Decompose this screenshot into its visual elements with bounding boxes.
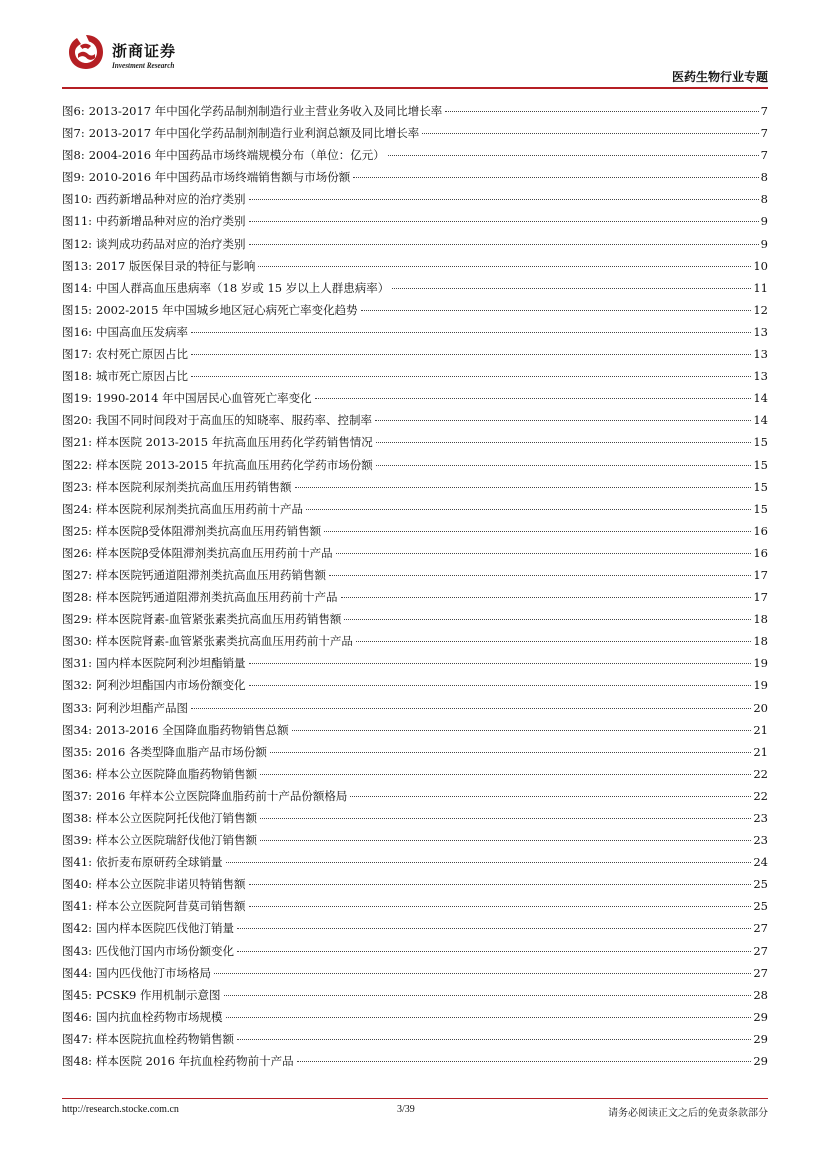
toc-figure-label: 图 <box>62 280 74 295</box>
toc-page-number: 7 <box>760 148 768 163</box>
toc-dot-leader <box>341 597 752 598</box>
toc-figure-number: 30: <box>73 634 93 649</box>
toc-dot-leader <box>191 354 751 355</box>
toc-figure-number: 17: <box>73 347 93 362</box>
toc-entry[interactable] <box>62 1050 768 1072</box>
toc-figure-label: 图 <box>62 369 74 384</box>
toc-figure-number: 46: <box>73 1009 93 1024</box>
toc-page-number: 9 <box>760 236 768 251</box>
toc-entry[interactable] <box>62 1028 768 1050</box>
toc-dot-leader <box>224 995 752 996</box>
toc-dot-leader <box>376 465 752 466</box>
toc-dot-leader <box>295 487 752 488</box>
toc-entry[interactable] <box>62 829 768 851</box>
toc-figure-number: 15: <box>73 302 93 317</box>
toc-figure-number: 19: <box>73 391 93 406</box>
toc-dot-leader <box>445 111 758 112</box>
toc-entry[interactable] <box>62 807 768 829</box>
toc-figure-label: 图 <box>62 324 74 339</box>
toc-figure-label: 图 <box>62 302 74 317</box>
toc-figure-number: 12: <box>73 236 93 251</box>
toc-dot-leader <box>292 730 752 731</box>
toc-dot-leader <box>191 708 751 709</box>
toc-dot-leader <box>361 310 752 311</box>
toc-figure-number: 31: <box>73 656 93 671</box>
toc-figure-title: 阿利沙坦酯国内市场份额变化 <box>96 678 246 693</box>
toc-dot-leader <box>260 774 751 775</box>
toc-figure-number: 21: <box>73 435 93 450</box>
header-divider <box>62 87 768 89</box>
page-footer <box>62 1104 768 1120</box>
toc-figure-number: 47: <box>73 1031 93 1046</box>
toc-figure-number: 24: <box>73 501 93 516</box>
toc-page-number: 10 <box>753 258 768 273</box>
toc-figure-label: 图 <box>62 567 74 582</box>
toc-entry[interactable] <box>62 1006 768 1028</box>
toc-figure-title: PCSK9 作用机制示意图 <box>96 987 221 1002</box>
toc-figure-title: 样本公立医院非诺贝特销售额 <box>96 877 246 892</box>
toc-page-number: 27 <box>753 965 768 980</box>
toc-figure-label: 图 <box>62 634 74 649</box>
toc-entry[interactable] <box>62 586 768 608</box>
toc-dot-leader <box>249 685 752 686</box>
toc-figure-label: 图 <box>62 479 74 494</box>
toc-entry[interactable] <box>62 321 768 343</box>
toc-page-number: 13 <box>753 369 768 384</box>
toc-figure-number: 10: <box>73 192 93 207</box>
toc-entry[interactable] <box>62 873 768 895</box>
toc-entry[interactable] <box>62 144 768 166</box>
toc-figure-label: 图 <box>62 192 74 207</box>
toc-entry[interactable] <box>62 233 768 255</box>
toc-figure-label: 图 <box>62 170 74 185</box>
toc-figure-title: 2002-2015 年中国城乡地区冠心病死亡率变化趋势 <box>96 302 358 317</box>
toc-page-number: 23 <box>753 811 768 825</box>
toc-figure-title: 2016 年样本公立医院降血脂药前十产品份额格局 <box>96 788 348 803</box>
toc-figure-title: 2017 版医保目录的特征与影响 <box>96 258 256 273</box>
toc-figure-title: 中国高血压发病率 <box>96 324 189 339</box>
toc-dot-leader <box>191 376 751 377</box>
toc-page-number: 8 <box>760 192 768 207</box>
toc-dot-leader <box>249 244 759 245</box>
toc-figure-label: 图 <box>62 788 74 803</box>
toc-figure-label: 图 <box>62 435 74 450</box>
footer-url-link[interactable]: http://research.stocke.com.cn <box>62 1104 179 1115</box>
toc-entry[interactable] <box>62 895 768 917</box>
toc-dot-leader <box>388 155 759 156</box>
toc-figure-title: 2013-2017 年中国化学药品制剂制造行业主营业务收入及同比增长率 <box>88 104 443 118</box>
toc-figure-title: 我国不同时间段对于高血压的知晓率、服药率、控制率 <box>96 413 373 428</box>
toc-figure-title: 匹伐他汀国内市场份额变化 <box>96 943 235 958</box>
toc-figure-label: 图 <box>62 833 74 848</box>
figure-index <box>62 100 768 1072</box>
toc-figure-number: 40: <box>73 877 93 892</box>
toc-figure-label: 图 <box>62 413 74 428</box>
company-tagline: Investment Research <box>112 60 175 70</box>
company-logo-icon <box>66 32 106 72</box>
toc-figure-number: 26: <box>73 545 93 560</box>
toc-dot-leader <box>249 221 759 222</box>
toc-page-number: 28 <box>753 987 768 1002</box>
toc-page-number: 11 <box>753 280 768 295</box>
company-name: 浙商证券 <box>112 42 177 60</box>
footer-divider <box>62 1098 768 1099</box>
toc-page-number: 17 <box>753 590 768 605</box>
toc-dot-leader <box>249 663 752 664</box>
toc-figure-number: 8: <box>73 148 85 163</box>
toc-page-number: 27 <box>753 921 768 936</box>
toc-entry[interactable] <box>62 719 768 741</box>
toc-dot-leader <box>376 442 752 443</box>
toc-entry[interactable] <box>62 674 768 696</box>
toc-entry[interactable] <box>62 277 768 299</box>
toc-figure-title: 样本医院抗血栓药物销售额 <box>96 1031 235 1046</box>
toc-figure-label: 图 <box>62 678 74 693</box>
toc-figure-title: 中国人群高血压患病率（18 岁或 15 岁以上人群患病率） <box>96 280 390 295</box>
toc-page-number: 15 <box>753 435 768 450</box>
toc-figure-number: 29: <box>73 612 93 627</box>
toc-figure-number: 14: <box>73 280 93 295</box>
toc-dot-leader <box>306 509 751 510</box>
toc-figure-title: 样本医院 2013-2015 年抗高血压用药化学药市场份额 <box>96 457 373 472</box>
toc-figure-number: 44: <box>73 965 93 980</box>
toc-dot-leader <box>249 199 759 200</box>
toc-dot-leader <box>226 1017 752 1018</box>
toc-figure-title: 依折麦布原研药全球销量 <box>96 855 223 870</box>
toc-figure-label: 图 <box>62 126 74 141</box>
toc-figure-label: 图 <box>62 590 74 605</box>
toc-entry[interactable] <box>62 741 768 763</box>
toc-figure-label: 图 <box>62 943 74 958</box>
page-header <box>62 30 768 90</box>
toc-figure-title: 样本医院 2013-2015 年抗高血压用药化学药销售情况 <box>96 435 373 450</box>
toc-figure-number: 34: <box>73 722 93 737</box>
toc-entry[interactable] <box>62 498 768 520</box>
toc-dot-leader <box>237 951 751 952</box>
toc-figure-title: 农村死亡原因占比 <box>96 347 189 362</box>
toc-page-number: 27 <box>753 943 768 958</box>
toc-entry[interactable] <box>62 299 768 321</box>
toc-figure-title: 样本医院 2016 年抗血栓药物前十产品 <box>96 1054 294 1069</box>
toc-entry[interactable] <box>62 542 768 564</box>
toc-entry[interactable] <box>62 785 768 807</box>
toc-dot-leader <box>260 840 751 841</box>
toc-dot-leader <box>258 266 751 267</box>
toc-figure-number: 22: <box>73 457 93 472</box>
toc-entry[interactable] <box>62 962 768 984</box>
toc-figure-label: 图 <box>62 921 74 936</box>
toc-figure-label: 图 <box>62 104 74 118</box>
toc-dot-leader <box>350 796 751 797</box>
toc-dot-leader <box>336 553 752 554</box>
toc-page-number: 9 <box>760 214 768 229</box>
toc-entry[interactable] <box>62 387 768 409</box>
toc-dot-leader <box>392 288 751 289</box>
toc-page-number: 17 <box>753 567 768 582</box>
toc-figure-label: 图 <box>62 148 74 163</box>
toc-figure-title: 样本医院钙通道阻滞剂类抗高血压用药销售额 <box>96 567 327 582</box>
toc-dot-leader <box>237 1039 751 1040</box>
toc-figure-label: 图 <box>62 501 74 516</box>
toc-figure-title: 阿利沙坦酯产品图 <box>96 700 189 715</box>
toc-page-number: 21 <box>753 744 768 759</box>
toc-figure-title: 样本医院利尿剂类抗高血压用药前十产品 <box>96 501 304 516</box>
toc-dot-leader <box>226 862 752 863</box>
toc-figure-title: 国内样本医院匹伐他汀销量 <box>96 921 235 936</box>
toc-dot-leader <box>260 818 751 819</box>
toc-figure-number: 48: <box>73 1054 93 1069</box>
toc-figure-title: 样本医院钙通道阻滞剂类抗高血压用药前十产品 <box>96 590 338 605</box>
toc-dot-leader <box>191 332 751 333</box>
toc-figure-number: 32: <box>73 678 93 693</box>
toc-entry[interactable] <box>62 431 768 453</box>
toc-figure-title: 2010-2016 年中国药品市场终端销售额与市场份额 <box>88 170 351 185</box>
toc-figure-number: 33: <box>73 700 93 715</box>
toc-dot-leader <box>344 619 751 620</box>
toc-entry[interactable] <box>62 608 768 630</box>
toc-entry[interactable] <box>62 409 768 431</box>
toc-figure-title: 2016 各类型降血脂产品市场份额 <box>96 744 267 759</box>
toc-dot-leader <box>422 133 758 134</box>
toc-entry[interactable] <box>62 851 768 873</box>
toc-figure-number: 23: <box>73 479 93 494</box>
toc-page-number: 29 <box>753 1031 768 1046</box>
toc-entry[interactable] <box>62 476 768 498</box>
toc-figure-title: 样本公立医院降血脂药物销售额 <box>96 766 258 781</box>
toc-dot-leader <box>329 575 751 576</box>
toc-figure-label: 图 <box>62 1009 74 1024</box>
toc-page-number: 23 <box>753 833 768 848</box>
toc-entry[interactable] <box>62 763 768 785</box>
toc-figure-number: 41: <box>73 899 93 914</box>
toc-figure-label: 图 <box>62 811 74 825</box>
toc-page-number: 24 <box>753 855 768 870</box>
toc-figure-number: 37: <box>73 788 93 803</box>
toc-figure-number: 42: <box>73 921 93 936</box>
toc-figure-number: 28: <box>73 590 93 605</box>
toc-figure-title: 国内匹伐他汀市场格局 <box>96 965 212 980</box>
toc-page-number: 14 <box>753 413 768 428</box>
toc-figure-number: 7: <box>73 126 85 141</box>
toc-page-number: 29 <box>753 1054 768 1069</box>
toc-entry[interactable] <box>62 564 768 586</box>
toc-figure-label: 图 <box>62 1031 74 1046</box>
toc-figure-label: 图 <box>62 214 74 229</box>
toc-figure-number: 45: <box>73 987 93 1002</box>
toc-page-number: 20 <box>753 700 768 715</box>
disclaimer-text: 请务必阅读正文之后的免责条款部分 <box>608 1108 768 1119</box>
toc-figure-number: 13: <box>73 258 93 273</box>
toc-dot-leader <box>214 973 751 974</box>
toc-entry[interactable] <box>62 100 768 122</box>
toc-entry[interactable] <box>62 940 768 962</box>
toc-entry[interactable] <box>62 122 768 144</box>
toc-entry[interactable] <box>62 365 768 387</box>
toc-entry[interactable] <box>62 166 768 188</box>
toc-entry[interactable] <box>62 917 768 939</box>
toc-entry[interactable] <box>62 343 768 365</box>
toc-figure-number: 18: <box>73 369 93 384</box>
toc-figure-label: 图 <box>62 700 74 715</box>
toc-figure-title: 样本公立医院瑞舒伐他汀销售额 <box>96 833 258 848</box>
toc-figure-number: 38: <box>73 811 93 825</box>
toc-figure-title: 2013-2016 全国降血脂药物销售总额 <box>96 722 289 737</box>
toc-figure-number: 11: <box>73 214 93 229</box>
toc-figure-title: 样本医院β受体阻滞剂类抗高血压用药前十产品 <box>96 545 333 560</box>
toc-figure-label: 图 <box>62 523 74 538</box>
toc-figure-label: 图 <box>62 766 74 781</box>
toc-figure-number: 27: <box>73 567 93 582</box>
toc-entry[interactable] <box>62 652 768 674</box>
toc-dot-leader <box>249 884 752 885</box>
page-number: 3/39 <box>397 1104 415 1115</box>
toc-page-number: 15 <box>753 479 768 494</box>
toc-figure-number: 36: <box>73 766 93 781</box>
toc-page-number: 12 <box>753 302 768 317</box>
toc-page-number: 13 <box>753 347 768 362</box>
toc-figure-label: 图 <box>62 258 74 273</box>
toc-page-number: 19 <box>753 678 768 693</box>
toc-entry[interactable] <box>62 454 768 476</box>
toc-figure-label: 图 <box>62 545 74 560</box>
toc-page-number: 21 <box>753 722 768 737</box>
toc-page-number: 22 <box>753 766 768 781</box>
toc-entry[interactable] <box>62 984 768 1006</box>
toc-page-number: 25 <box>753 877 768 892</box>
toc-figure-label: 图 <box>62 656 74 671</box>
toc-figure-number: 9: <box>73 170 85 185</box>
toc-entry[interactable] <box>62 630 768 652</box>
toc-figure-label: 图 <box>62 855 74 870</box>
toc-figure-title: 1990-2014 年中国居民心血管死亡率变化 <box>96 391 312 406</box>
toc-figure-title: 城市死亡原因占比 <box>96 369 189 384</box>
toc-dot-leader <box>356 641 751 642</box>
toc-figure-label: 图 <box>62 744 74 759</box>
toc-entry[interactable] <box>62 210 768 232</box>
toc-figure-title: 2013-2017 年中国化学药品制剂制造行业利润总额及同比增长率 <box>88 126 420 141</box>
toc-figure-label: 图 <box>62 877 74 892</box>
toc-entry[interactable] <box>62 520 768 542</box>
toc-entry[interactable] <box>62 697 768 719</box>
toc-page-number: 16 <box>753 545 768 560</box>
toc-figure-title: 样本医院利尿剂类抗高血压用药销售额 <box>96 479 292 494</box>
toc-page-number: 16 <box>753 523 768 538</box>
toc-page-number: 7 <box>760 104 768 118</box>
toc-page-number: 14 <box>753 391 768 406</box>
toc-dot-leader <box>375 420 751 421</box>
toc-page-number: 18 <box>753 612 768 627</box>
toc-figure-number: 6: <box>73 104 85 118</box>
toc-figure-number: 41: <box>73 855 93 870</box>
toc-dot-leader <box>237 928 751 929</box>
toc-figure-title: 样本医院肾素-血管紧张素类抗高血压用药前十产品 <box>96 634 353 649</box>
toc-figure-label: 图 <box>62 391 74 406</box>
toc-page-number: 19 <box>753 656 768 671</box>
toc-dot-leader <box>353 177 758 178</box>
toc-figure-label: 图 <box>62 965 74 980</box>
toc-dot-leader <box>324 531 751 532</box>
toc-figure-title: 样本公立医院阿昔莫司销售额 <box>96 899 246 914</box>
toc-figure-label: 图 <box>62 987 74 1002</box>
toc-figure-title: 样本医院肾素-血管紧张素类抗高血压用药销售额 <box>96 612 342 627</box>
toc-page-number: 13 <box>753 324 768 339</box>
toc-dot-leader <box>249 906 752 907</box>
toc-page-number: 25 <box>753 899 768 914</box>
toc-dot-leader <box>315 398 752 399</box>
toc-figure-title: 中药新增品种对应的治疗类别 <box>96 214 246 229</box>
toc-figure-number: 35: <box>73 744 93 759</box>
toc-figure-label: 图 <box>62 722 74 737</box>
toc-dot-leader <box>297 1061 752 1062</box>
toc-figure-title: 国内样本医院阿利沙坦酯销量 <box>96 656 246 671</box>
toc-page-number: 15 <box>753 501 768 516</box>
toc-page-number: 29 <box>753 1009 768 1024</box>
toc-figure-label: 图 <box>62 457 74 472</box>
toc-figure-label: 图 <box>62 347 74 362</box>
toc-figure-label: 图 <box>62 1054 74 1069</box>
toc-entry[interactable] <box>62 255 768 277</box>
toc-figure-label: 图 <box>62 236 74 251</box>
toc-figure-title: 国内抗血栓药物市场规模 <box>96 1009 223 1024</box>
toc-figure-title: 样本公立医院阿托伐他汀销售额 <box>96 811 258 825</box>
toc-figure-label: 图 <box>62 612 74 627</box>
report-type: 医药生物行业专题 <box>671 70 768 84</box>
toc-figure-title: 样本医院β受体阻滞剂类抗高血压用药销售额 <box>96 523 322 538</box>
toc-dot-leader <box>270 752 751 753</box>
toc-figure-title: 谈判成功药品对应的治疗类别 <box>96 236 246 251</box>
toc-figure-number: 39: <box>73 833 93 848</box>
toc-figure-number: 43: <box>73 943 93 958</box>
toc-page-number: 22 <box>753 788 768 803</box>
toc-page-number: 7 <box>760 126 768 141</box>
toc-figure-title: 西药新增品种对应的治疗类别 <box>96 192 246 207</box>
toc-page-number: 18 <box>753 634 768 649</box>
toc-entry[interactable] <box>62 188 768 210</box>
toc-figure-number: 16: <box>73 324 93 339</box>
toc-page-number: 15 <box>753 457 768 472</box>
toc-figure-title: 2004-2016 年中国药品市场终端规模分布（单位：亿元） <box>88 148 385 163</box>
toc-figure-label: 图 <box>62 899 74 914</box>
toc-page-number: 8 <box>760 170 768 185</box>
toc-figure-number: 25: <box>73 523 93 538</box>
toc-figure-number: 20: <box>73 413 93 428</box>
